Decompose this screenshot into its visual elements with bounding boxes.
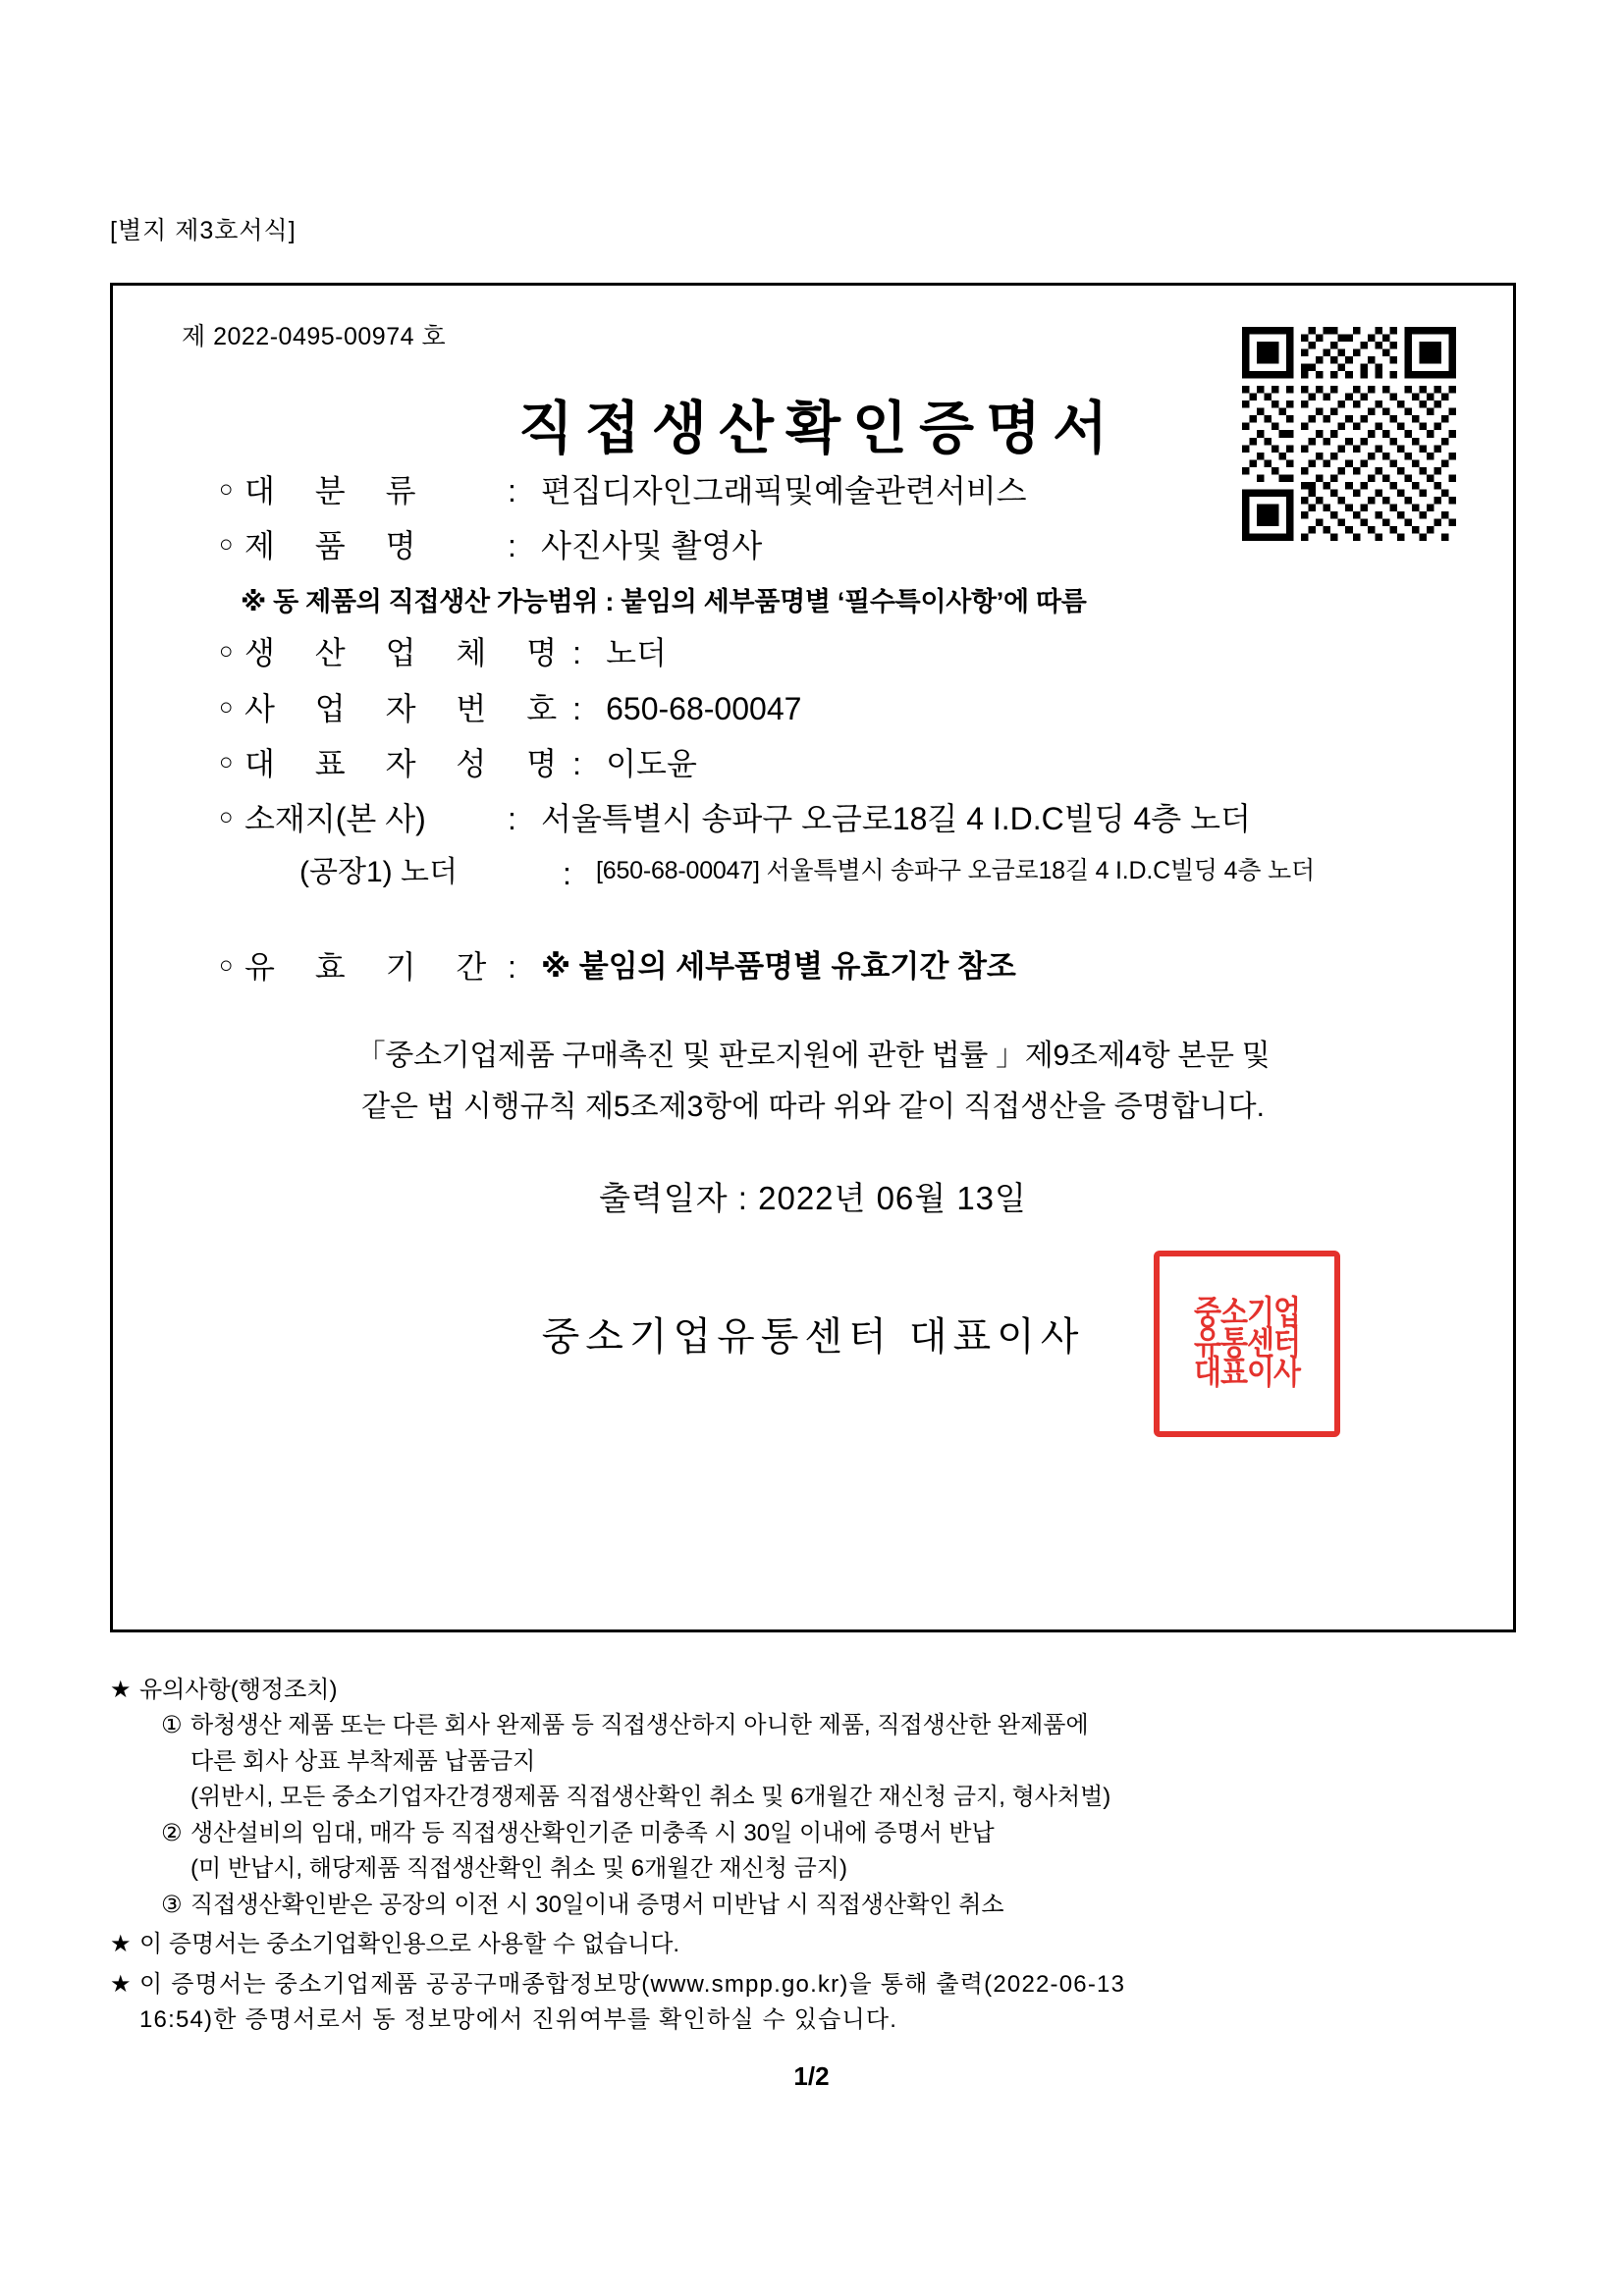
legal-line-1: 「중소기업제품 구매촉진 및 판로지원에 관한 법률 」제9조제4항 본문 및 — [355, 1039, 1271, 1072]
field-value-address: 서울특별시 송파구 오금로18길 4 I.D.C빌딩 4층 노더 — [541, 800, 1251, 836]
note-item-3-line-1: 직접생산확인받은 공장의 이전 시 30일이내 증명서 미반납 시 직접생산확인 취소 — [190, 1891, 1004, 1918]
field-label-category: 대 분 류 — [244, 473, 432, 508]
field-row-address — [113, 798, 1513, 840]
field-colon: : — [572, 690, 582, 726]
bullet-icon: ○ — [219, 476, 234, 503]
issuer-name: 중소기업유통센터 대표이사 — [541, 1314, 1085, 1359]
note-item-2-line-1: 생산설비의 임대, 매각 등 직접생산확인기준 미충족 시 30일 이내에 증명서 반납 — [190, 1819, 995, 1846]
field-label-business-number: 사 업 자 번 호 — [244, 690, 573, 726]
form-number-label: [별지 제3호서식] — [110, 217, 297, 244]
field-value-business-number: 650-68-00047 — [606, 690, 802, 726]
page-number: 1/2 — [793, 2061, 830, 2091]
note-item-1-line-3: (위반시, 모든 중소기업자간경쟁제품 직접생산확인 취소 및 6개월간 재신청 금지, 형사처벌) — [190, 1784, 1111, 1811]
seal-line-1: 중소기업 — [1193, 1295, 1301, 1332]
page-title: 직접생산확인증명서 — [517, 397, 1120, 460]
document-number: 제 2022-0495-00974 호 — [182, 323, 447, 350]
field-value-company: 노더 — [606, 635, 667, 671]
field-label-product: 제 품 명 — [244, 528, 432, 564]
note-item-3 — [110, 1888, 1534, 1923]
field-label-address: 소재지(본 사) — [244, 800, 426, 836]
certificate-box — [110, 283, 1516, 1632]
field-label-validity: 유 효 기 간 — [244, 949, 503, 986]
note-number-3: ③ — [161, 1891, 183, 1918]
field-colon: : — [563, 856, 571, 892]
legal-line-2: 같은 법 시행규칙 제5조제3항에 따라 위와 같이 직접생산을 증명합니다. — [361, 1091, 1265, 1123]
field-row-business-number — [113, 688, 1513, 730]
field-row-factory — [113, 853, 1513, 895]
scope-note: ※ 동 제품의 직접생산 가능범위 : 붙임의 세부품명별 ‘필수특이사항’에 따름 — [241, 587, 1087, 617]
field-row-category — [113, 470, 1513, 512]
field-value-product: 사진사및 촬영사 — [541, 528, 763, 564]
field-colon: : — [572, 745, 582, 781]
legal-statement — [113, 1031, 1513, 1134]
note-item-1 — [110, 1708, 1534, 1815]
note-item-1-line-1: 하청생산 제품 또는 다른 회사 완제품 등 직접생산하지 아니한 제품, 직접생산한 완제품에 — [190, 1712, 1089, 1739]
field-row-validity — [113, 946, 1513, 988]
note-star-2-text: 이 증명서는 중소기업확인용으로 사용할 수 없습니다. — [139, 1931, 680, 1958]
field-label-company: 생 산 업 체 명 — [244, 635, 573, 671]
note-star-3-line-2: 16:54)한 증명서로서 동 정보망에서 진위여부를 확인하실 수 있습니다. — [139, 2006, 898, 2034]
field-value-factory: [650-68-00047] 서울특별시 송파구 오금로18길 4 I.D.C빌딩 4층 노더 — [596, 857, 1315, 885]
note-number-2: ② — [161, 1819, 183, 1846]
bullet-icon: ○ — [219, 531, 234, 559]
note-item-1-line-2: 다른 회사 상표 부착제품 납품금지 — [190, 1747, 536, 1775]
bullet-icon: ○ — [219, 952, 234, 980]
seal-line-3: 대표이사 — [1193, 1355, 1301, 1392]
star-icon: ★ — [110, 1970, 132, 1998]
field-colon: : — [508, 949, 516, 986]
note-star-2 — [110, 1927, 1534, 1962]
field-colon: : — [572, 635, 582, 671]
note-star-3-line-1: 이 증명서는 중소기업제품 공공구매종합정보망(www.smpp.go.kr)을 통해 출력(2022-06-13 — [139, 1970, 1126, 1998]
field-list — [113, 470, 1513, 1362]
note-heading: 유의사항(행정조치) — [139, 1677, 338, 1703]
spacer — [219, 853, 244, 893]
star-icon: ★ — [110, 1677, 132, 1703]
note-star-3 — [110, 1967, 1534, 2039]
note-item-2-line-2: (미 반납시, 해당제품 직접생산확인 취소 및 6개월간 재신청 금지) — [190, 1855, 847, 1883]
field-row-company — [113, 632, 1513, 674]
bullet-icon: ○ — [219, 693, 234, 721]
bullet-icon: ○ — [219, 638, 234, 666]
bullet-icon: ○ — [219, 803, 234, 830]
note-item-2 — [110, 1816, 1534, 1888]
field-colon: : — [508, 800, 516, 836]
star-icon: ★ — [110, 1931, 132, 1958]
field-colon: : — [508, 528, 516, 564]
seal-line-2: 유통센터 — [1193, 1325, 1301, 1362]
official-seal-stamp — [1154, 1251, 1340, 1437]
footer-notes — [110, 1669, 1534, 2039]
field-label-factory: (공장1) 노더 — [299, 856, 458, 889]
field-row-product — [113, 525, 1513, 567]
note-heading-row — [110, 1673, 1534, 1708]
field-value-representative: 이도윤 — [606, 745, 697, 781]
note-number-1: ① — [161, 1712, 183, 1739]
field-value-validity: ※ 붙임의 세부품명별 유효기간 참조 — [541, 949, 1016, 985]
bullet-icon: ○ — [219, 748, 234, 775]
field-colon: : — [508, 473, 516, 508]
field-row-representative — [113, 743, 1513, 785]
print-date: 출력일자 : 2022년 06월 13일 — [599, 1179, 1027, 1216]
field-label-representative: 대 표 자 성 명 — [244, 745, 573, 781]
field-value-category: 편집디자인그래픽및예술관련서비스 — [541, 473, 1027, 508]
